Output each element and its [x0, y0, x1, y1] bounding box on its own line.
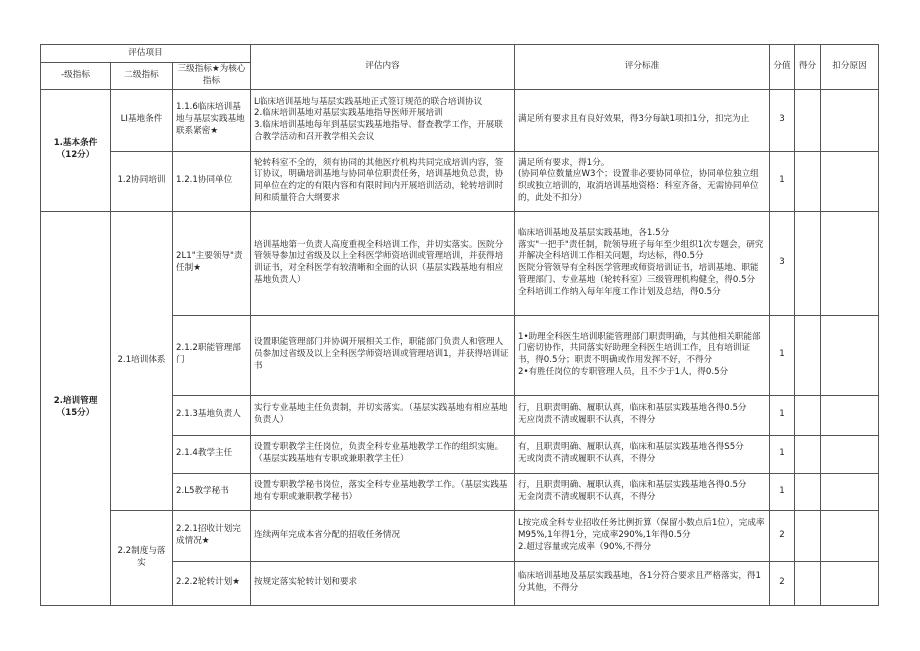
- header-deduction-reason: 扣分原因: [821, 45, 879, 90]
- level3-item: 2.1.2职能管理部门: [173, 315, 251, 395]
- score-cell: [795, 473, 821, 510]
- table-row: [41, 89, 879, 151]
- points-value: 2: [770, 510, 795, 561]
- points-value: 1: [770, 473, 795, 510]
- eval-content: 设置专职教学主任岗位，负责全科专业基地教学工作的组织实施。（基层实践基地有专职或兼职教学主任）: [251, 435, 515, 473]
- level3-item: 1.1.6临床培训基地与基层实践基地联系紧密★: [173, 89, 251, 151]
- level2-base-conditions: LI基地条件: [111, 89, 173, 151]
- score-cell: [795, 561, 821, 605]
- table-row: [41, 151, 879, 211]
- deduction-reason-cell: [821, 510, 879, 561]
- score-cell: [795, 89, 821, 151]
- eval-content: 轮转科室不全的，须有协同的其他医疗机构共同完成培训内容，签订协议，明确培训基地与协同单位职责任务，培训基地负总责，协同单位在约定的有限内容和有限时间内开展培训活动，轮转培训时间和质量符合大纲要求: [251, 151, 515, 211]
- deduction-reason-cell: [821, 395, 879, 435]
- table-row: [41, 211, 879, 315]
- category-training-management: 2.培训管理（15分）: [41, 211, 111, 605]
- points-value: 1: [770, 315, 795, 395]
- header-row-1: [41, 45, 879, 63]
- scoring-standard: 临床培训基地及基层实践基地，各1分符合要求且严格落实，得1分其他，不得分: [515, 561, 770, 605]
- evaluation-table: [40, 44, 879, 606]
- level3-item: 2L1"主要领导"责任制★: [173, 211, 251, 315]
- level3-item: 2.1.4教学主任: [173, 435, 251, 473]
- scoring-standard: 行，且职责明确、履职认真，临床和基层实践基地各得0.5分 无应岗责不清或履职不认真，不得分: [515, 395, 770, 435]
- scoring-standard: 满足所有要求，得1分。 (协同单位数量应W3个；设置非必要协同单位，协同单位独立组织或独立培训的，取消培训基地资格：科室齐备，无需协同单位的，此处不扣分）: [515, 151, 770, 211]
- header-eval-items: 评估项目: [41, 45, 251, 63]
- scoring-standard: 行，且职责明确、履职认真，临床和基层实践基地各得0.5分 无金岗责不清或履职不认真，不得分: [515, 473, 770, 510]
- eval-content: 设置职能管理部门并协调开展相关工作，职能部门负责人和管理人员参加过省级及以上全科医学师资培训或管理培训1，并获得培训证书: [251, 315, 515, 395]
- points-value: 3: [770, 89, 795, 151]
- scoring-standard: 满足所有要求且有良好效果，得3分每缺1项扣1分，扣完为止: [515, 89, 770, 151]
- score-cell: [795, 315, 821, 395]
- score-cell: [795, 510, 821, 561]
- scoring-standard: L按完成全科专业招收任务比例折算（保留小数点后1位），完成率M95%,1年得1分，完成率290%,1年得0.5分 2.超过容量或完成率（90%,不得分: [515, 510, 770, 561]
- points-value: 1: [770, 395, 795, 435]
- level3-item: 1.2.1协同单位: [173, 151, 251, 211]
- points-value: 1: [770, 435, 795, 473]
- level3-item: 2.L5教学秘书: [173, 473, 251, 510]
- points-value: 2: [770, 561, 795, 605]
- header-level3: 三级指标★为核心指标: [173, 63, 251, 90]
- eval-content: L临床培训基地与基层实践基地正式签订规范的联合培训协议 2.临床培训基地对基层实践基地指导医师开展培训 3.临床培训基地每年到基层实践基地指导、督查教学工作，开展联合教学活动和召开教学相关会议: [251, 89, 515, 151]
- deduction-reason-cell: [821, 151, 879, 211]
- eval-content: 设置专职教学秘书岗位，落实全科专业基地教学工作。（基层实践基地有专职或兼职教学秘书）: [251, 473, 515, 510]
- points-value: 1: [770, 151, 795, 211]
- scoring-standard: 临床培训基地及基层实践基地，各1.5分 落实"一把手"责任制，院领导班子每年至少组织1次专题会，研究并解决全科培训工作相关问题，均达标，得0.5分 医院分管领导有全科医学管理或师资培训证书，培训基地、职能管理部门、专业基地（轮转科室）三级管理机构健全，得0.5分 全科培训工作纳入每年年度工作计划及总结，得0.5分: [515, 211, 770, 315]
- level3-item: 2.1.3基地负责人: [173, 395, 251, 435]
- score-cell: [795, 395, 821, 435]
- header-standard: 评分标准: [515, 45, 770, 90]
- table-row: [41, 510, 879, 561]
- deduction-reason-cell: [821, 435, 879, 473]
- header-score: 得分: [795, 45, 821, 90]
- header-level2: 二级指标: [111, 63, 173, 90]
- level2-system-implementation: 2.2制度与落实: [111, 510, 173, 605]
- header-points: 分值: [770, 45, 795, 90]
- points-value: 3: [770, 211, 795, 315]
- eval-content: 连续两年完成本省分配的招收任务情况: [251, 510, 515, 561]
- deduction-reason-cell: [821, 211, 879, 315]
- level2-training-system: 2.1培训体系: [111, 211, 173, 510]
- score-cell: [795, 435, 821, 473]
- level3-item: 2.2.2轮转计划★: [173, 561, 251, 605]
- scoring-standard: 1•助理全科医生培训职能管理部门职责明确，与其他相关职能部门密切协作，共同落实好助理全科医生培训工作，且有培训证书，得0.5分；职责不明确或作用发挥不好，不得分 2•有胜任岗位的专职管理人员，且不少于1人，得0.5分: [515, 315, 770, 395]
- deduction-reason-cell: [821, 561, 879, 605]
- deduction-reason-cell: [821, 89, 879, 151]
- eval-content: 实行专业基地主任负责制，并切实落实。（基层实践基地有相应基地负责人）: [251, 395, 515, 435]
- category-basic-conditions: 1.基本条件（12分）: [41, 89, 111, 211]
- header-level1: -级指标: [41, 63, 111, 90]
- scoring-standard: 有，且职责明确、履职认真，临床和基层实践基地各得S5分 无或岗责不清或履职不认真，不得分: [515, 435, 770, 473]
- eval-content: 按规定落实轮转计划和要求: [251, 561, 515, 605]
- deduction-reason-cell: [821, 315, 879, 395]
- level2-collaborative-training: 1.2协同培训: [111, 151, 173, 211]
- score-cell: [795, 211, 821, 315]
- level3-item: 2.2.1招收计划完成情况★: [173, 510, 251, 561]
- deduction-reason-cell: [821, 473, 879, 510]
- score-cell: [795, 151, 821, 211]
- eval-content: 培训基地第一负责人高度重视全科培训工作，并切实落实。医院分管领导参加过省级及以上全科医学师资培训或管理培训，并获得培训证书，对全科医学有较清晰和全面的认识（基层实践基地有相应基地负责人）: [251, 211, 515, 315]
- header-content: 评估内容: [251, 45, 515, 90]
